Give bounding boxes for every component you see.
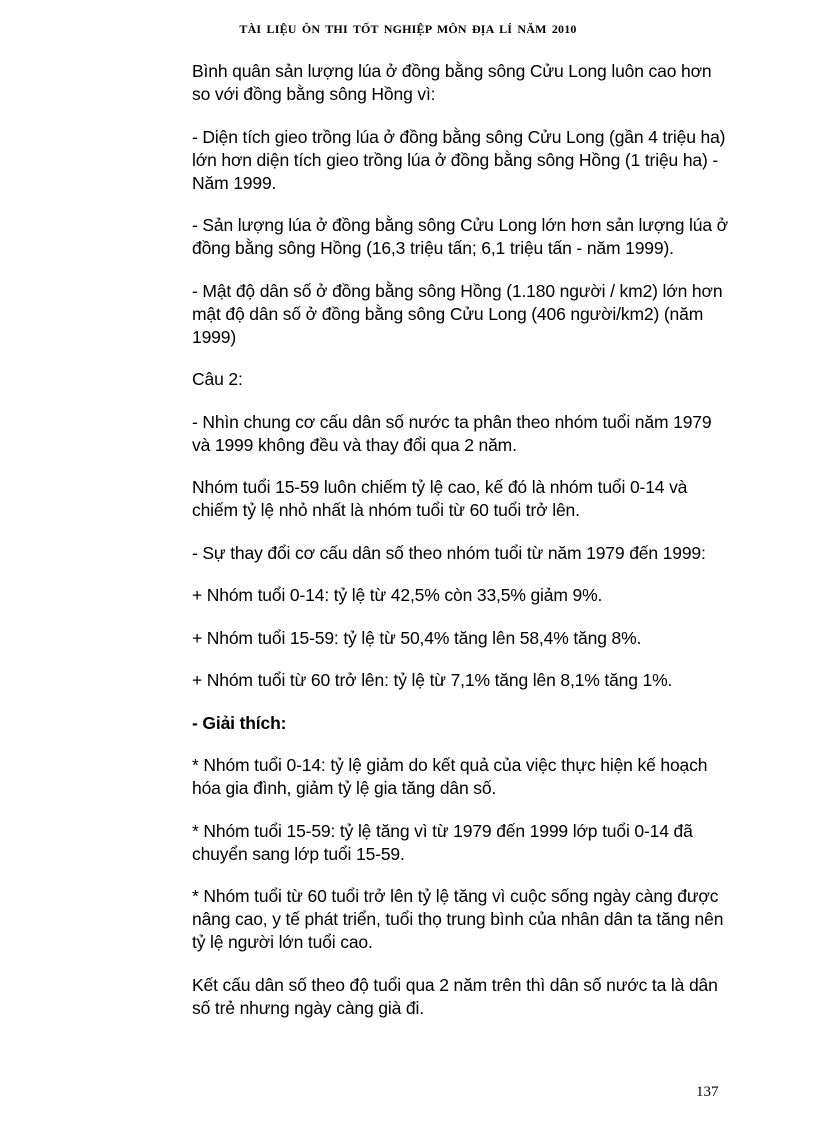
paragraph-density: - Mật độ dân số ở đồng bằng sông Hồng (1.180 người / km2) lớn hơn mật độ dân số ở đồng bằng sông Cửu Long (406 người/km2) (năm 1999): [192, 280, 723, 347]
question-heading: Câu 2:: [192, 369, 243, 389]
explanation-heading: - Giải thích:: [192, 712, 287, 733]
list-item-age-0-14: + Nhóm tuổi 0-14: tỷ lệ từ 42,5% còn 33,5% giảm 9%.: [192, 585, 603, 605]
list-item-age-15-59: + Nhóm tuổi 15-59: tỷ lệ từ 50,4% tăng lên 58,4% tăng 8%.: [192, 627, 642, 648]
paragraph-output: - Sản lượng lúa ở đồng bằng sông Cửu Long lớn hơn sản lượng lúa ở đồng bằng sông Hồng (16,3 triệu tấn; 6,1 triệu tấn - năm 1999).: [192, 215, 728, 258]
explanation-age-60-plus: * Nhóm tuổi từ 60 tuổi trở lên tỷ lệ tăng vì cuộc sống ngày càng được nâng cao, y tế phát triển, tuổi thọ trung bình của nhân dân ta tăng nên tỷ lệ người lớn tuổi cao.: [192, 886, 724, 952]
explanation-age-15-59: * Nhóm tuổi 15-59: tỷ lệ tăng vì từ 1979 đến 1999 lớp tuổi 0-14 đã chuyển sang lớp tuổi 15-59.: [192, 820, 693, 864]
paragraph-area: - Diện tích gieo trồng lúa ở đồng bằng sông Cửu Long (gần 4 triệu ha) lớn hơn diện tích gieo trồng lúa ở đồng bằng sông Hồng (1 triệu ha) - Năm 1999.: [192, 126, 726, 193]
paragraph-groups: Nhóm tuổi 15-59 luôn chiếm tỷ lệ cao, kế đó là nhóm tuổi 0-14 và chiếm tỷ lệ nhỏ nhất là nhóm tuổi từ 60 tuổi trở lên.: [192, 477, 688, 520]
paragraph-overview: - Nhìn chung cơ cấu dân số nước ta phân theo nhóm tuổi năm 1979 và 1999 không đều và thay đổi qua 2 năm.: [192, 411, 712, 455]
paragraph-intro: Bình quân sản lượng lúa ở đồng bằng sông Cửu Long luôn cao hơn so với đồng bằng sông Hồng vì:: [192, 61, 712, 104]
paragraph-change: - Sự thay đổi cơ cấu dân số theo nhóm tuổi từ năm 1979 đến 1999:: [192, 542, 706, 563]
paragraph-conclusion: Kết cấu dân số theo độ tuổi qua 2 năm trên thì dân số nước ta là dân số trẻ nhưng ngày càng già đi.: [192, 974, 718, 1018]
list-item-age-60-plus: + Nhóm tuổi từ 60 trở lên: tỷ lệ từ 7,1% tăng lên 8,1% tăng 1%.: [192, 670, 673, 690]
explanation-age-0-14: * Nhóm tuổi 0-14: tỷ lệ giảm do kết quả của việc thực hiện kế hoạch hóa gia đình, giảm tỷ lệ gia tăng dân số.: [192, 755, 708, 798]
page-number: 137: [696, 1084, 719, 1100]
document-body: [192, 60, 732, 1039]
page-header: TÀI LIỆU ÔN THI TỐT NGHIỆP MÔN ĐỊA LÍ NĂM 2010: [239, 22, 577, 36]
